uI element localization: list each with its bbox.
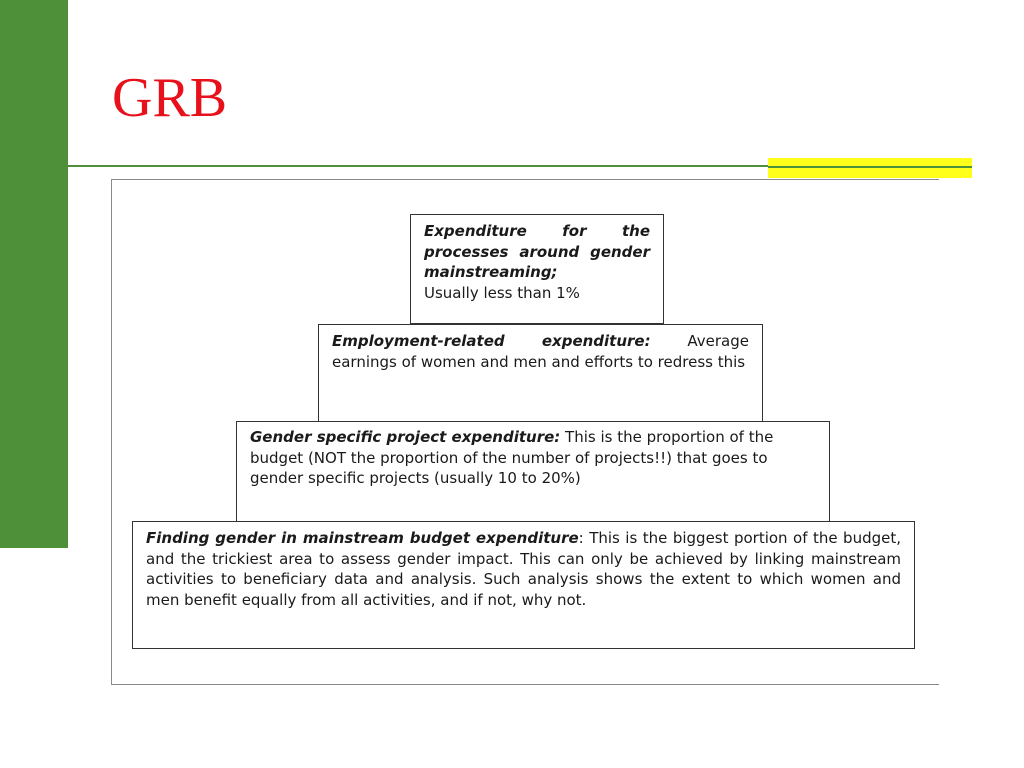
pyramid-level-1 <box>410 214 664 324</box>
level-4-heading: Finding gender in mainstream budget expenditure <box>146 529 579 547</box>
level-2-text: Average earnings of women and men and efforts to redress this <box>332 332 749 371</box>
pyramid-level-3 <box>236 421 830 523</box>
level-3-text: This is the proportion of the budget (NOT the proportion of the number of projects!!) that goes to gender specific projects (usually 10 to 20%) <box>250 428 774 487</box>
side-accent-bar <box>0 0 68 548</box>
slide-title: GRB <box>112 67 228 129</box>
level-1-text: Usually less than 1% <box>424 283 580 302</box>
pyramid-level-4 <box>132 521 915 649</box>
accent-divider <box>768 166 972 168</box>
level-3-heading: Gender specific project expenditure: <box>250 428 561 446</box>
pyramid-level-2 <box>318 324 763 424</box>
level-4-text: This is the biggest portion of the budget, and the trickiest area to assess gender impact. This can only be achieved by linking mainstream activities to beneficiary data and analysis. Such analysis shows the extent to which women and men benefit equally from all activities, and if not, why not. <box>146 529 901 609</box>
level-4-colon: : <box>578 529 590 547</box>
level-2-heading: Employment-related expenditure: <box>332 332 651 350</box>
yellow-accent-bar <box>768 158 972 178</box>
level-1-heading: Expenditure for the processes around gender mainstreaming; <box>424 222 650 281</box>
